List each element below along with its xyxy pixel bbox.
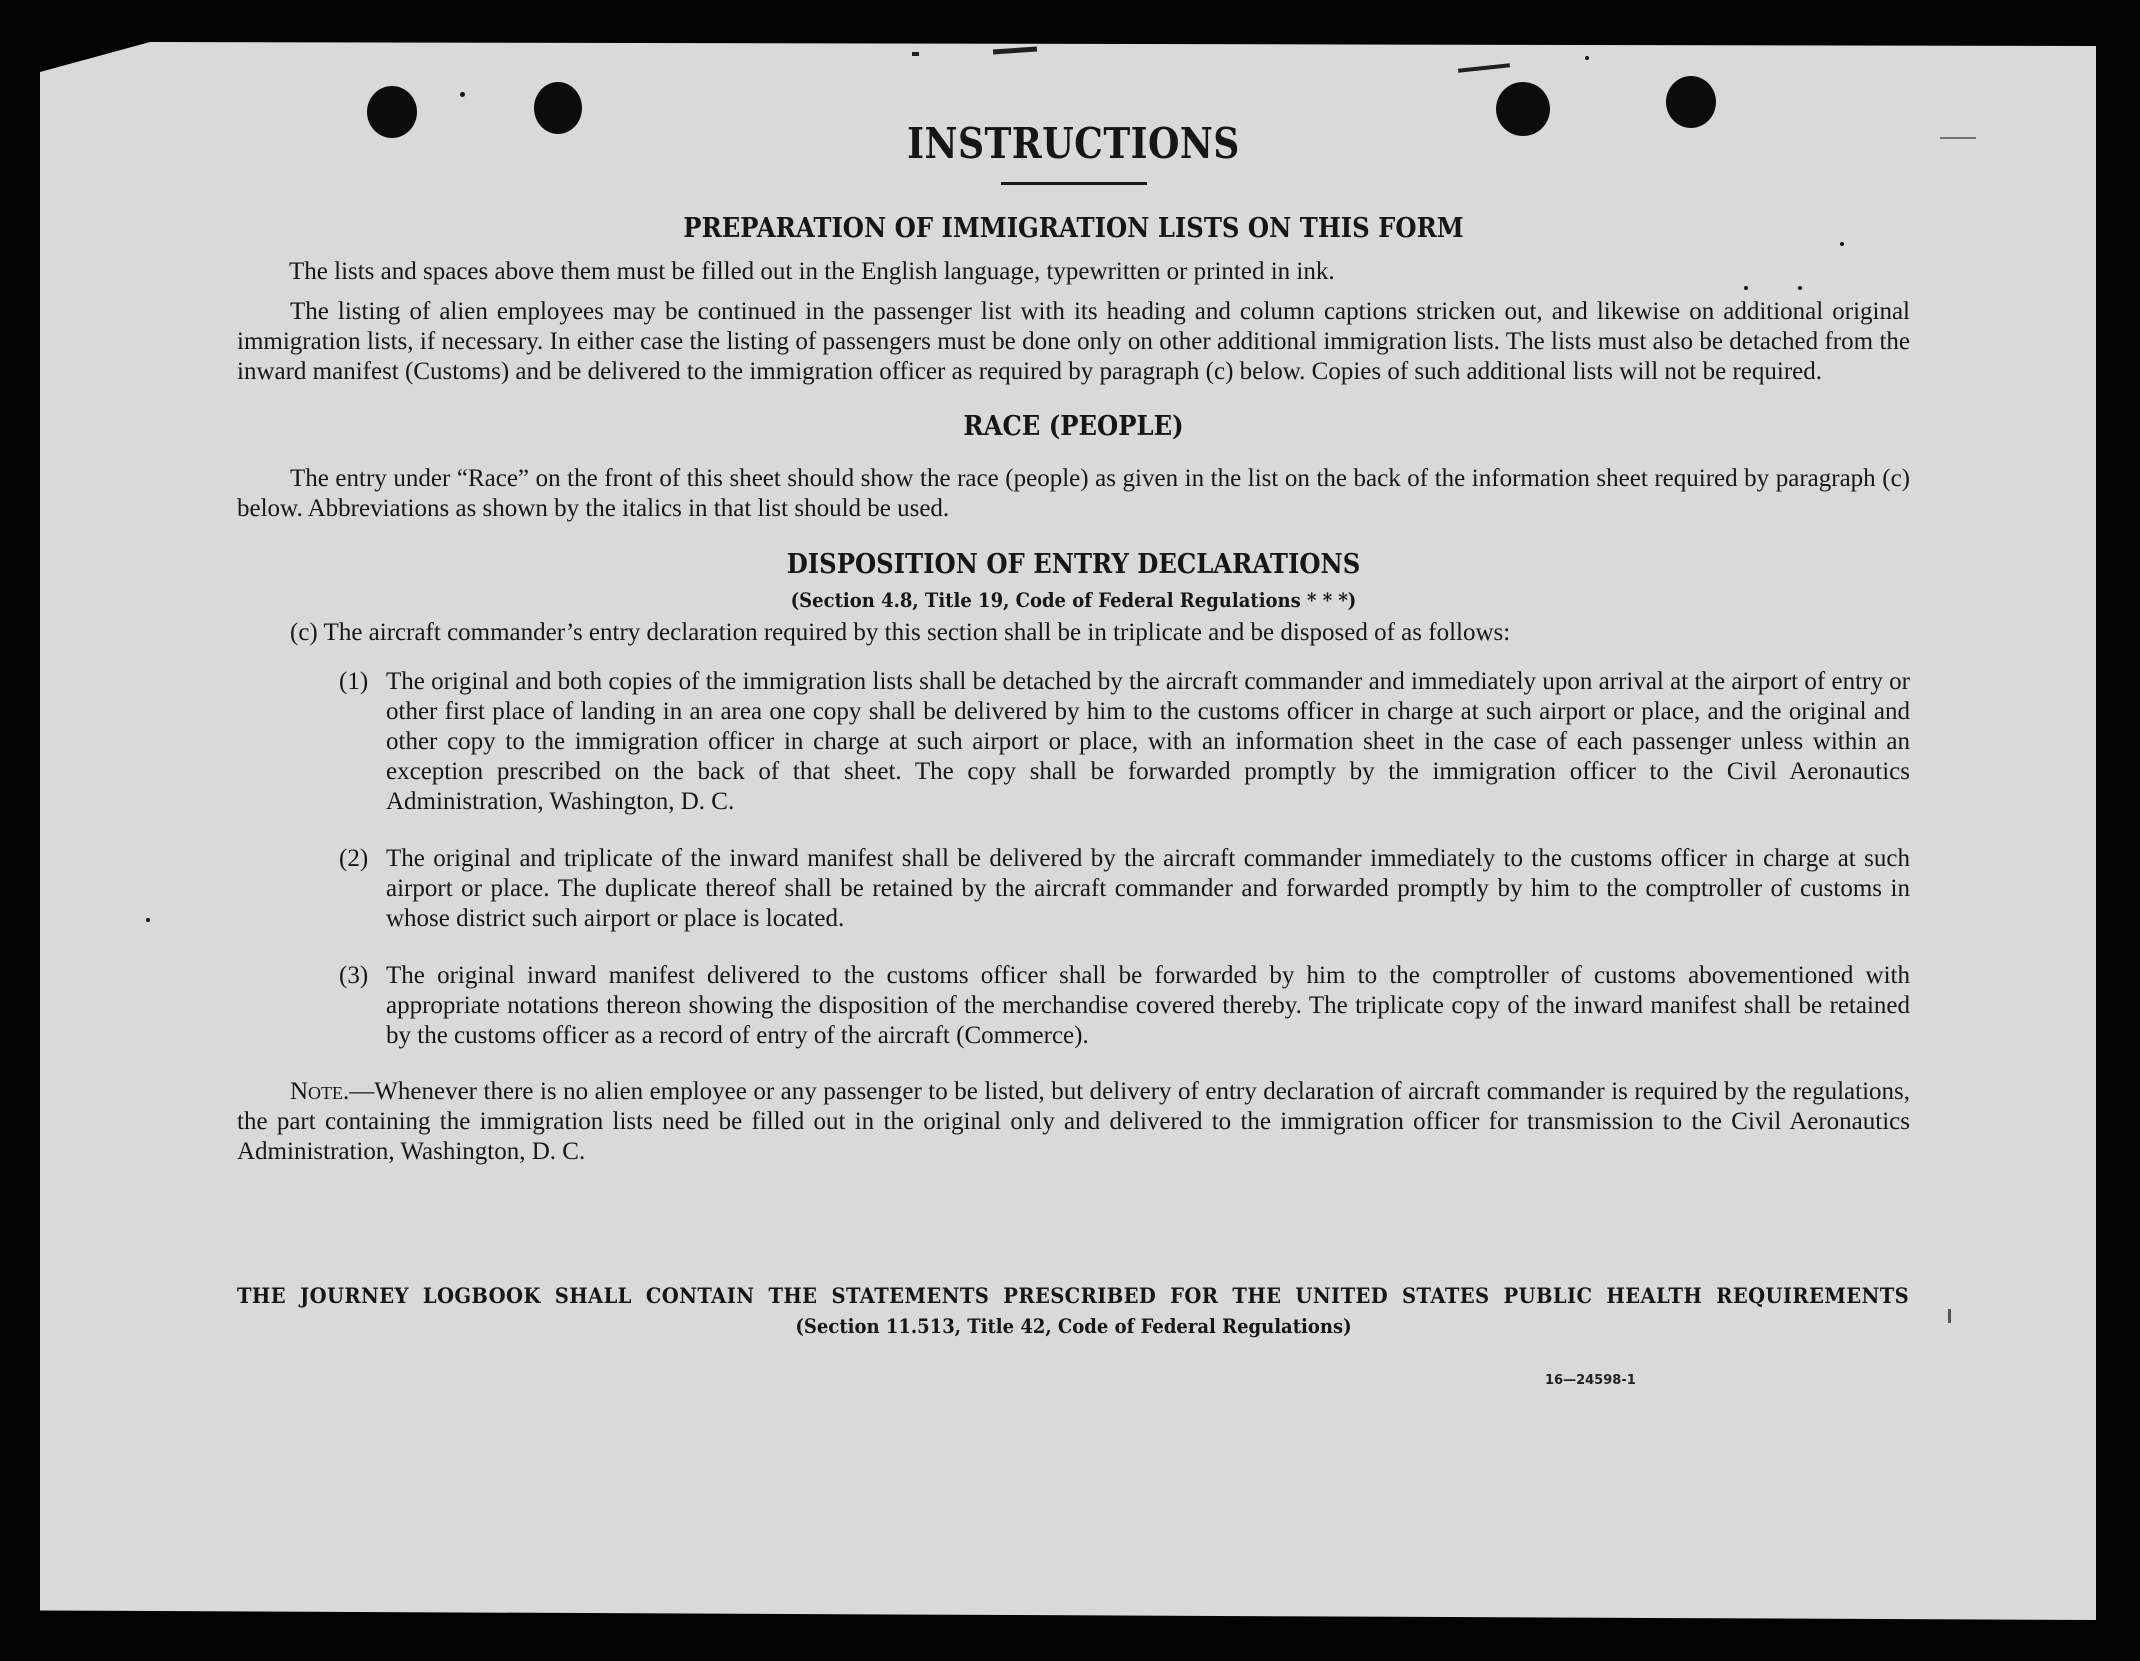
preparation-heading: PREPARATION OF IMMIGRATION LISTS ON THIS FORM: [683, 213, 1464, 244]
race-heading: RACE (PEOPLE): [963, 411, 1184, 442]
disposition-item-2: [339, 844, 1910, 934]
note-text: —Whenever there is no alien employee or any passenger to be listed, but delivery of entry declaration of aircraft commander is required by the regulations, the part containing the immigration lists need be filled out in the original only and delivered to the immigration officer for transmission to the Civil Aeronautics Administration, Washington, D. C.: [237, 1078, 1910, 1165]
preparation-paragraph-2: The listing of alien employees may be continued in the passenger list with its heading and column captions stricken out, and likewise on additional original immigration lists, if necessary. In either case the listing of passengers must be done only on other additional immigration lists. The lists must also be detached from the inward manifest (Customs) and be delivered to the immigration officer as required by paragraph (c) below. Copies of such additional lists will not be required.: [237, 298, 1910, 385]
disposition-citation: (Section 4.8, Title 19, Code of Federal Regulations * * *): [790, 588, 1357, 612]
document-title: INSTRUCTIONS: [907, 119, 1240, 168]
item-number: (2): [339, 845, 369, 872]
disposition-item-3: [339, 961, 1910, 1051]
scan-mark: [1940, 137, 1976, 139]
item-number: (3): [339, 962, 369, 989]
disposition-heading: DISPOSITION OF ENTRY DECLARATIONS: [786, 549, 1361, 580]
scan-mark: [912, 52, 919, 56]
logbook-block: [237, 1283, 1910, 1338]
scan-mark: [1948, 1309, 1951, 1323]
logbook-statement: THE JOURNEY LOGBOOK SHALL CONTAIN THE STATEMENTS PRESCRIBED FOR THE UNITED STATES PUBLIC HEALTH REQUIREMENTS: [237, 1283, 1910, 1308]
note-label: Note.: [290, 1078, 350, 1105]
item-text: The original and triplicate of the inward manifest shall be delivered by the aircraft commander immediately to the customs officer in charge at such airport or place. The duplicate thereof shall be retained by the aircraft commander and forwarded promptly by him to the comptroller of customs in whose district such airport or place is located.: [386, 845, 1910, 932]
item-text: The original inward manifest delivered to the customs officer shall be forwarded by him to the comptroller of customs abovementioned with appropriate notations thereon showing the disposition of the merchandise covered thereby. The triplicate copy of the inward manifest shall be retained by the customs officer as a record of entry of the aircraft (Commerce).: [386, 962, 1910, 1049]
scan-speck: [146, 918, 150, 922]
disposition-intro: (c) The aircraft commander’s entry declaration required by this section shall be in triplicate and be disposed of as follows:: [290, 619, 1511, 646]
instructions-content: [237, 116, 1910, 1167]
item-number: (1): [339, 668, 369, 695]
preparation-paragraph-1: The lists and spaces above them must be filled out in the English language, typewritten or printed in ink.: [289, 258, 1335, 285]
scan-speck: [1585, 56, 1589, 60]
title-underline: [1001, 182, 1147, 185]
scan-speck: [460, 92, 465, 97]
form-number: 16—24598-1: [1545, 1373, 1636, 1388]
logbook-citation: (Section 11.513, Title 42, Code of Federal Regulations): [795, 1314, 1352, 1338]
disposition-item-1: [339, 667, 1910, 817]
item-text: The original and both copies of the immigration lists shall be detached by the aircraft commander and immediately upon arrival at the airport of entry or other first place of landing in an area one copy shall be delivered by him to the customs officer in charge at such airport or place, and the original and other copy to the immigration officer in charge at such airport or place, with an information sheet in the case of each passenger unless within an exception prescribed on the back of that sheet. The copy shall be forwarded promptly by the immigration officer to the Civil Aeronautics Administration, Washington, D. C.: [386, 668, 1910, 815]
scan-mark: [1458, 63, 1510, 72]
race-paragraph: The entry under “Race” on the front of this sheet should show the race (people) as given in the list on the back of the information sheet required by paragraph (c) below. Abbreviations as shown by the italics in that list should be used.: [237, 465, 1910, 522]
note-paragraph: [237, 1077, 1910, 1167]
scan-mark: [993, 46, 1037, 54]
